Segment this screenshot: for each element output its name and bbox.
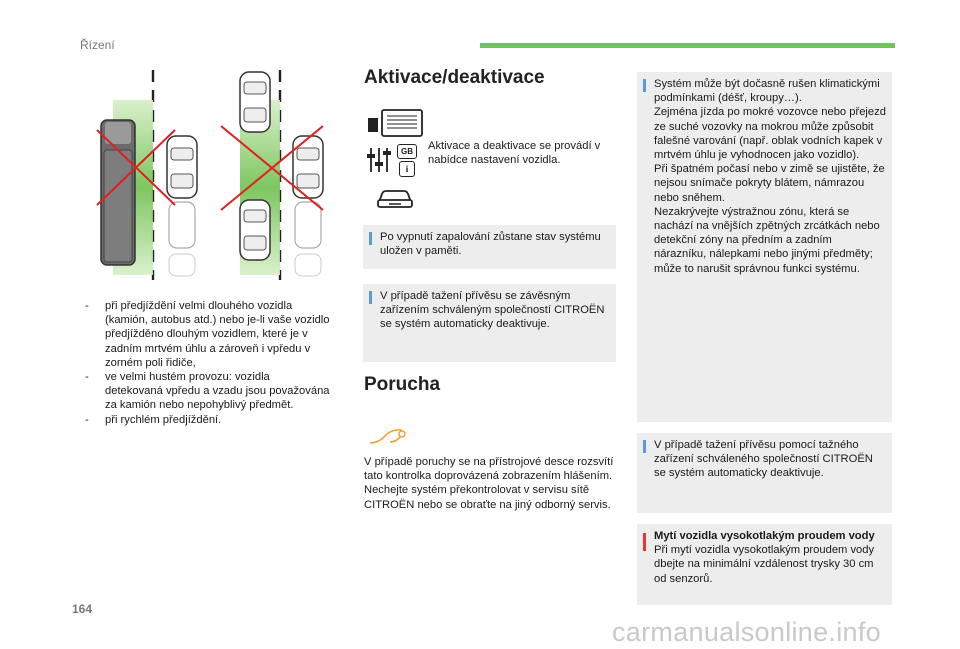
- fault-text: V případě poruchy se na přístrojové desce rozsvítí tato kontrolka doprovázená zobrazením hlášením. Nechejte systém překontrolovat v servisu sítě CITROËN nebo se obraťte na jiný odborný servis.: [364, 456, 614, 511]
- activation-text: Aktivace a deaktivace se provádí v nabídce nastavení vozidla.: [428, 140, 601, 167]
- list-item: - při rychlém předjíždění.: [85, 413, 222, 426]
- trailer-note: V případě tažení přívěsu se závěsným zařízením schváleným společností CITROËN se systém automaticky deaktivuje.: [363, 284, 616, 362]
- limitations-list: [85, 299, 330, 427]
- info-marker: [369, 291, 372, 304]
- warning-title: Mytí vozidla vysokotlakým proudem vody: [654, 530, 875, 542]
- weather-note: Systém může být dočasně rušen klimatickými podmínkami (déšť, kroupy…). Zejména jízda po mokré vozovce nebo přejezd ze suché vozovky na mokrou může způsobit falešné varování (např. oblak vodních kapek v mrtvém úhlu je vyhodnocen jako vozidlo). Při špatném počasí nebo v zimě se ujistěte, že nejsou snímače pokryty blátem, námrazou nebo sněhem. Nezakrývejte výstražnou zónu, která se nachází na vnějších zpětných zrcátkách nebo detekční zóny na předním a zadním nárazníku, nálepkami nebo jinými předměty; může to narušit správnou funkci systému.: [637, 72, 892, 422]
- warning-marker: [643, 533, 646, 551]
- car-icon-left-lane: [167, 136, 197, 276]
- warning-text: Při mytí vozidla vysokotlakým proudem vody dbejte na minimální vzdálenost trysky 30 cm od senzorů.: [654, 544, 875, 585]
- page-number: 164: [72, 602, 93, 616]
- info-marker: [643, 79, 646, 92]
- pressure-wash-warning: [637, 524, 892, 605]
- car-icon-bottom: [240, 200, 270, 260]
- header-accent-bar: [480, 43, 895, 48]
- blind-spot-illustration: [95, 70, 335, 285]
- activation-heading: Aktivace/deaktivace: [364, 67, 545, 88]
- fault-warning-lamp-icon: [368, 425, 406, 447]
- car-icon-top: [240, 72, 270, 132]
- towbar-note: V případě tažení přívěsu pomocí tažného zařízení schváleného společností CITROËN se systém automaticky deaktivuje.: [637, 433, 892, 513]
- watermark: carmanualsonline.info: [612, 617, 881, 647]
- language-badge: GB: [397, 144, 417, 159]
- section-title: Řízení: [80, 38, 115, 52]
- car-settings-icon: [375, 185, 415, 211]
- info-icon: i: [399, 161, 415, 177]
- touchscreen-menu-icon: [366, 108, 426, 140]
- list-item: - ve velmi hustém provozu: vozidla detekovaná vpředu a vzadu jsou považována za kamión nebo nepohyblivý předmět.: [85, 371, 330, 412]
- fault-heading: Porucha: [364, 374, 441, 395]
- info-marker: [369, 232, 372, 245]
- list-item: - při předjíždění velmi dlouhého vozidla (kamión, autobus atd.) nebo je-li vaše vozidlo předjížděno dlouhým vozidlem, které je v zadním mrtvém úhlu a zároveň i vpředu v zorném poli řidiče,: [85, 300, 330, 369]
- memory-note: Po vypnutí zapalování zůstane stav systému uložen v paměti.: [363, 225, 616, 269]
- info-marker: [643, 440, 646, 453]
